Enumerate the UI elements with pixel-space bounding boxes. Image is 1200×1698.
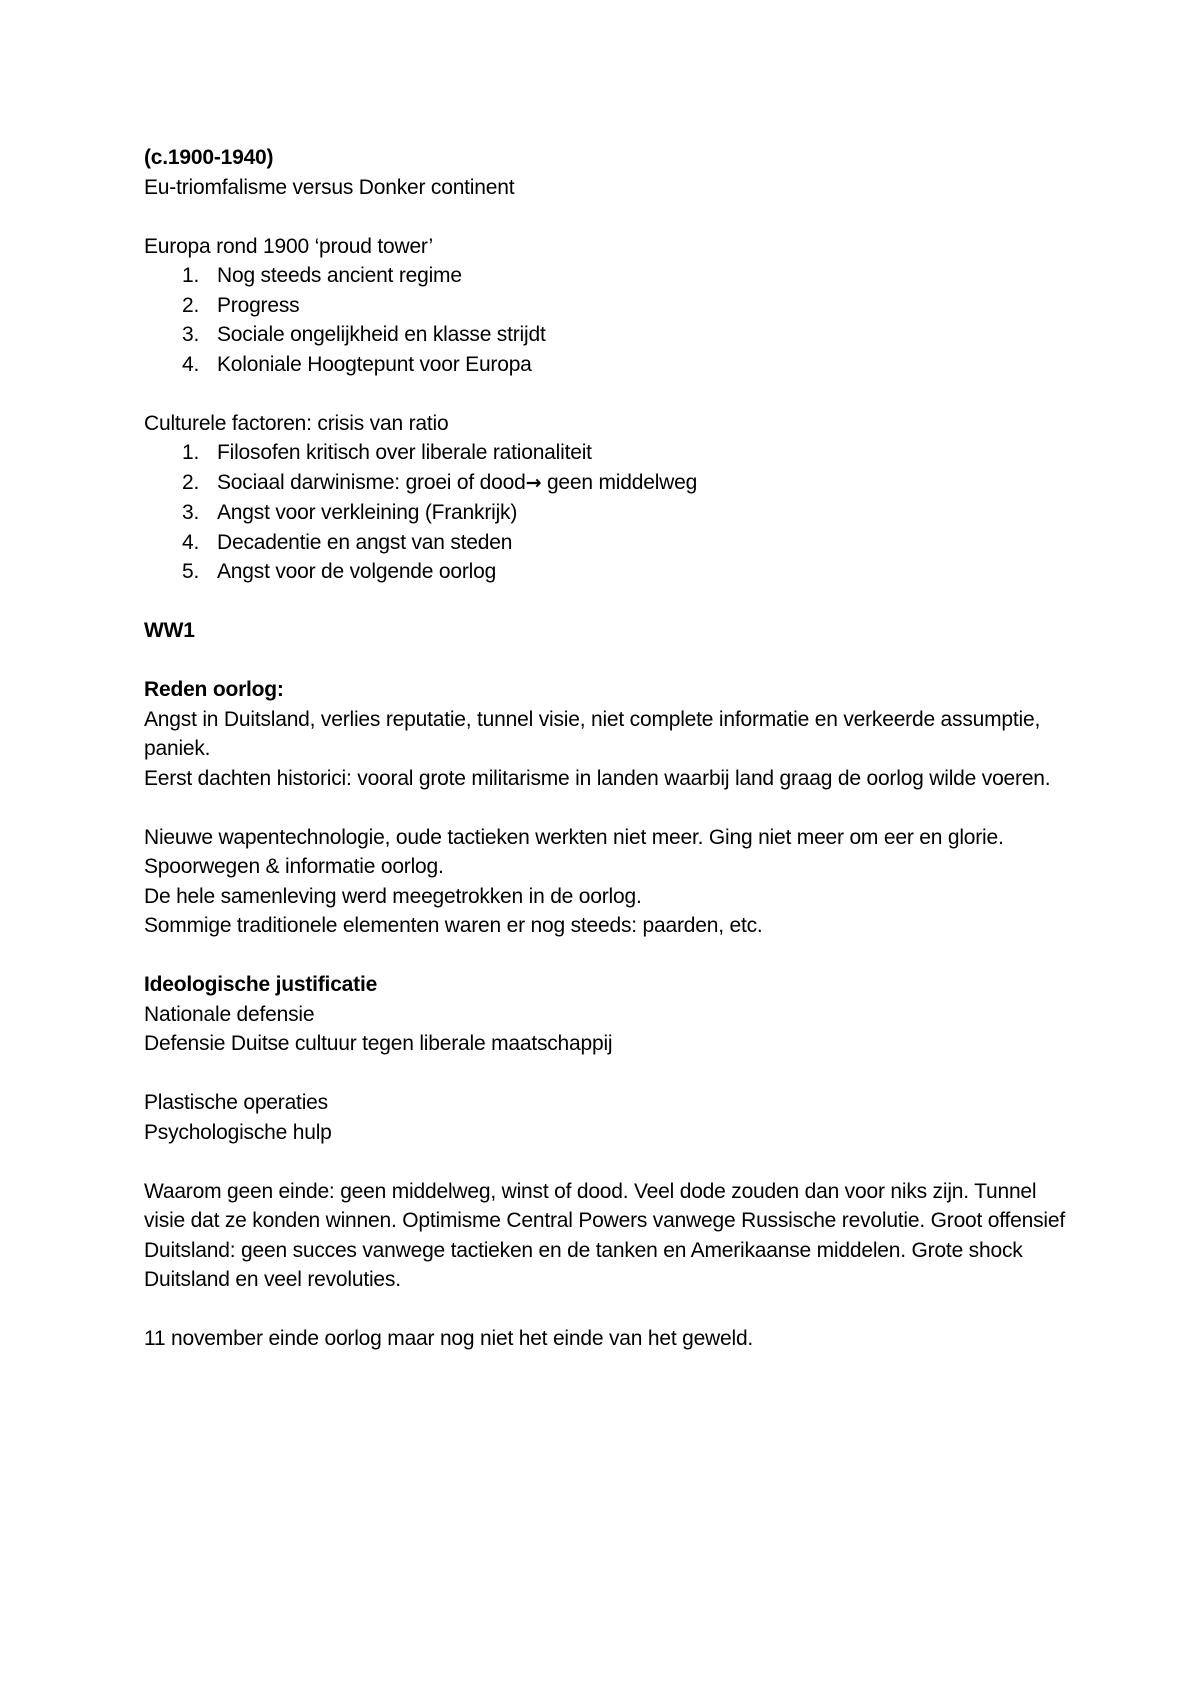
list-item (144, 528, 1074, 558)
list-item-text: Sociale ongelijkheid en klasse strijdt (217, 323, 546, 346)
list-item-number: 3. (182, 501, 200, 524)
ideology-paragraph-1: Nationale defensie (144, 1002, 315, 1026)
reason-paragraph-1: Angst in Duitsland, verlies reputatie, tunnel visie, niet complete informatie en verkeerde assumptie, paniek. (144, 707, 1041, 760)
list-item-text: Decadentie en angst van steden (217, 530, 513, 554)
reason-heading: Reden oorlog: (144, 678, 284, 701)
list-item-text: Progress (217, 293, 300, 317)
arrow-right-icon: → (525, 471, 542, 494)
list-item-number: 1. (182, 441, 200, 464)
list-item-text: Angst voor de volgende oorlog (217, 560, 497, 583)
ww1-heading: WW1 (144, 619, 195, 642)
culture-list (144, 438, 1074, 587)
spacer (144, 1295, 1074, 1325)
europe-list (144, 261, 1074, 379)
list-item (144, 498, 1074, 528)
list-item (144, 320, 1074, 350)
list-item-number: 4. (182, 352, 200, 376)
weapons-paragraph-1: Nieuwe wapentechnologie, oude tactieken werkten niet meer. Ging niet meer om eer en glorie. (144, 825, 1004, 849)
period-heading: (c.1900-1940) (144, 146, 274, 169)
list-item-text: Nog steeds ancient regime (217, 264, 462, 287)
list-item-text: Angst voor verkleining (Frankrijk) (217, 501, 518, 524)
list-item-text-continued: geen middelweg (541, 470, 698, 494)
final-paragraph: 11 november einde oorlog maar nog niet het einde van het geweld. (144, 1327, 754, 1350)
spacer (144, 1059, 1074, 1089)
spacer (144, 587, 1074, 617)
weapons-paragraph-2: Spoorwegen & informatie oorlog. (144, 855, 444, 878)
list-item-number: 1. (182, 264, 200, 287)
spacer (144, 646, 1074, 676)
ideology-paragraph-2: Defensie Duitse cultuur tegen liberale maatschappij (144, 1032, 613, 1055)
spacer (144, 1147, 1074, 1177)
list-item (144, 350, 1074, 380)
list-item-text: Sociaal darwinisme: groei of dood (217, 470, 526, 494)
end-paragraph: Waarom geen einde: geen middelweg, winst of dood. Veel dode zouden dan voor niks zijn. Tunnel visie dat ze konden winnen. Optimisme Central Powers vanwege Russische revolutie. Groot offensief Duitsland: geen succes vanwege tactieken en de tanken en Amerikaanse middelen. Grote shock Duitsland en veel revoluties. (144, 1179, 1066, 1291)
ideology-heading: Ideologische justificatie (144, 973, 378, 996)
spacer (144, 379, 1074, 409)
subtitle: Eu-triomfalisme versus Donker continent (144, 175, 515, 199)
spacer (144, 941, 1074, 971)
list-item (144, 261, 1074, 291)
list-item-number: 2. (182, 470, 200, 494)
reason-paragraph-2: Eerst dachten historici: vooral grote militarisme in landen waarbij land graag de oorlog wilde voeren. (144, 766, 1051, 790)
weapons-paragraph-4: Sommige traditionele elementen waren er nog steeds: paarden, etc. (144, 914, 763, 937)
list-item-number: 4. (182, 530, 200, 554)
list-item-text: Koloniale Hoogtepunt voor Europa (217, 352, 532, 376)
document-body (144, 143, 1074, 1354)
care-paragraph-2: Psychologische hulp (144, 1120, 332, 1144)
culture-heading: Culturele factoren: crisis van ratio (144, 411, 449, 435)
list-item (144, 557, 1074, 587)
list-item-number: 3. (182, 323, 200, 346)
list-item (144, 468, 1074, 499)
care-paragraph-1: Plastische operaties (144, 1091, 328, 1114)
list-item-number: 2. (182, 293, 200, 317)
list-item (144, 291, 1074, 321)
list-item-number: 5. (182, 560, 200, 583)
list-item (144, 438, 1074, 468)
list-item-text: Filosofen kritisch over liberale rationaliteit (217, 441, 592, 464)
spacer (144, 793, 1074, 823)
europe-heading: Europa rond 1900 ‘proud tower’ (144, 234, 433, 258)
weapons-paragraph-3: De hele samenleving werd meegetrokken in de oorlog. (144, 884, 642, 908)
spacer (144, 202, 1074, 232)
